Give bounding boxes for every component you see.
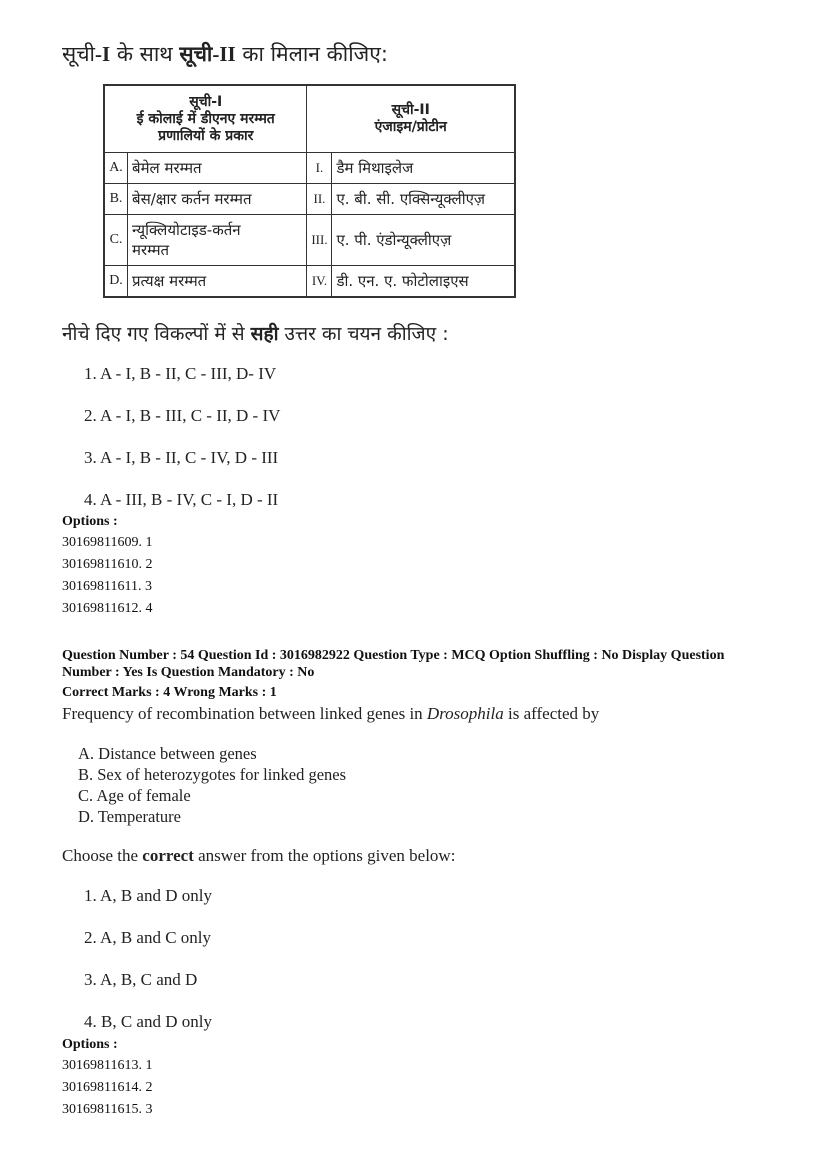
table-row: [104, 266, 515, 298]
list-1-header: [104, 85, 307, 153]
options-label: Options :: [62, 1037, 118, 1052]
question-part: is affected by: [503, 704, 600, 723]
list-1-item: प्रत्यक्ष मरम्मत: [128, 266, 307, 298]
list-1-item: [128, 215, 307, 266]
list-2-subtitle: एंजाइम/प्रोटीन: [374, 119, 447, 135]
instruction-part: Choose the: [62, 846, 143, 865]
instruction-bold: सही: [250, 323, 279, 345]
instruction-part: उत्तर का चयन कीजिए :: [278, 323, 449, 345]
question-meta-line: Number : Yes Is Question Mandatory : No: [62, 665, 315, 680]
options-label: Options :: [62, 514, 118, 529]
option-id: 30169811612. 4: [62, 601, 153, 616]
answer-choice-4: 4. A - III, B - IV, C - I, D - II: [84, 490, 279, 509]
title-part: सूची: [62, 42, 95, 66]
answer-choice-2: 2. A - I, B - III, C - II, D - IV: [84, 406, 281, 425]
list-1-item-line: मरम्मत: [132, 241, 170, 259]
statement-item: A. Distance between genes: [78, 744, 257, 763]
title-part: के साथ: [110, 42, 180, 66]
list-2-title: सूची-II: [391, 102, 430, 118]
list-2-header: [307, 85, 515, 153]
answer-choice-3: 3. A, B, C and D: [84, 970, 198, 989]
row-numeral: II.: [307, 184, 332, 215]
answer-choice-1: 1. A, B and D only: [84, 886, 212, 905]
instruction-part: answer from the options given below:: [193, 846, 456, 865]
option-id: 30169811613. 1: [62, 1058, 153, 1073]
row-letter: A.: [104, 153, 128, 184]
row-letter: C.: [104, 215, 128, 266]
title-part: का मिलान कीजिए:: [235, 42, 388, 66]
match-title: [62, 40, 388, 68]
question-italic: Drosophila: [426, 704, 504, 723]
list-1-subtitle: प्रणालियों के प्रकार: [158, 127, 254, 144]
table-row: [104, 153, 515, 184]
option-id: 30169811610. 2: [62, 557, 153, 572]
list-2-item: डी. एन. ए. फोटोलाइएस: [332, 266, 515, 298]
instruction-bold: correct: [142, 846, 194, 865]
option-id: 30169811614. 2: [62, 1080, 153, 1095]
marks-line: Correct Marks : 4 Wrong Marks : 1: [62, 685, 277, 700]
row-letter: D.: [104, 266, 128, 298]
answer-choice-1: 1. A - I, B - II, C - III, D- IV: [84, 364, 277, 383]
question-text: [62, 704, 599, 724]
row-letter: B.: [104, 184, 128, 215]
list-1-item: बेस/क्षार कर्तन मरम्मत: [128, 184, 307, 215]
english-instruction: [62, 846, 455, 866]
option-id: 30169811611. 3: [62, 579, 152, 594]
hindi-instruction: [62, 320, 449, 346]
option-id: 30169811615. 3: [62, 1102, 153, 1117]
match-table: [103, 84, 516, 298]
row-numeral: I.: [307, 153, 332, 184]
row-numeral: III.: [307, 215, 332, 266]
list-1-subtitle: ई कोलाई में डीएनए मरम्मत: [136, 110, 275, 127]
option-id: 30169811609. 1: [62, 535, 153, 550]
title-roman: -I: [94, 42, 111, 66]
list-2-item: ए. पी. एंडोन्यूक्लीएज़: [332, 215, 515, 266]
list-1-item-line: न्यूक्लियोटाइड-कर्तन: [132, 221, 241, 239]
list-2-item: ए. बी. सी. एक्सिन्यूक्लीएज़: [332, 184, 515, 215]
statement-item: D. Temperature: [78, 807, 181, 826]
list-1-item: बेमेल मरम्मत: [128, 153, 307, 184]
answer-choice-4: 4. B, C and D only: [84, 1012, 212, 1031]
row-numeral: IV.: [307, 266, 332, 298]
instruction-part: नीचे दिए गए विकल्पों में से: [62, 323, 251, 345]
answer-choice-3: 3. A - I, B - II, C - IV, D - III: [84, 448, 279, 467]
statement-item: B. Sex of heterozygotes for linked genes: [78, 765, 347, 784]
question-part: Frequency of recombination between linked genes in: [62, 704, 427, 723]
answer-choice-2: 2. A, B and C only: [84, 928, 212, 947]
title-roman: -II: [212, 42, 236, 66]
table-row: [104, 184, 515, 215]
table-header-row: [104, 85, 515, 153]
table-row: [104, 215, 515, 266]
list-2-item: डैम मिथाइलेज: [332, 153, 515, 184]
question-meta-line: Question Number : 54 Question Id : 3016982922 Question Type : MCQ Option Shuffling : No Display Question: [62, 648, 725, 663]
title-bold: सूची: [179, 42, 213, 66]
list-1-title: सूची-I: [189, 93, 223, 110]
statement-item: C. Age of female: [78, 786, 191, 805]
